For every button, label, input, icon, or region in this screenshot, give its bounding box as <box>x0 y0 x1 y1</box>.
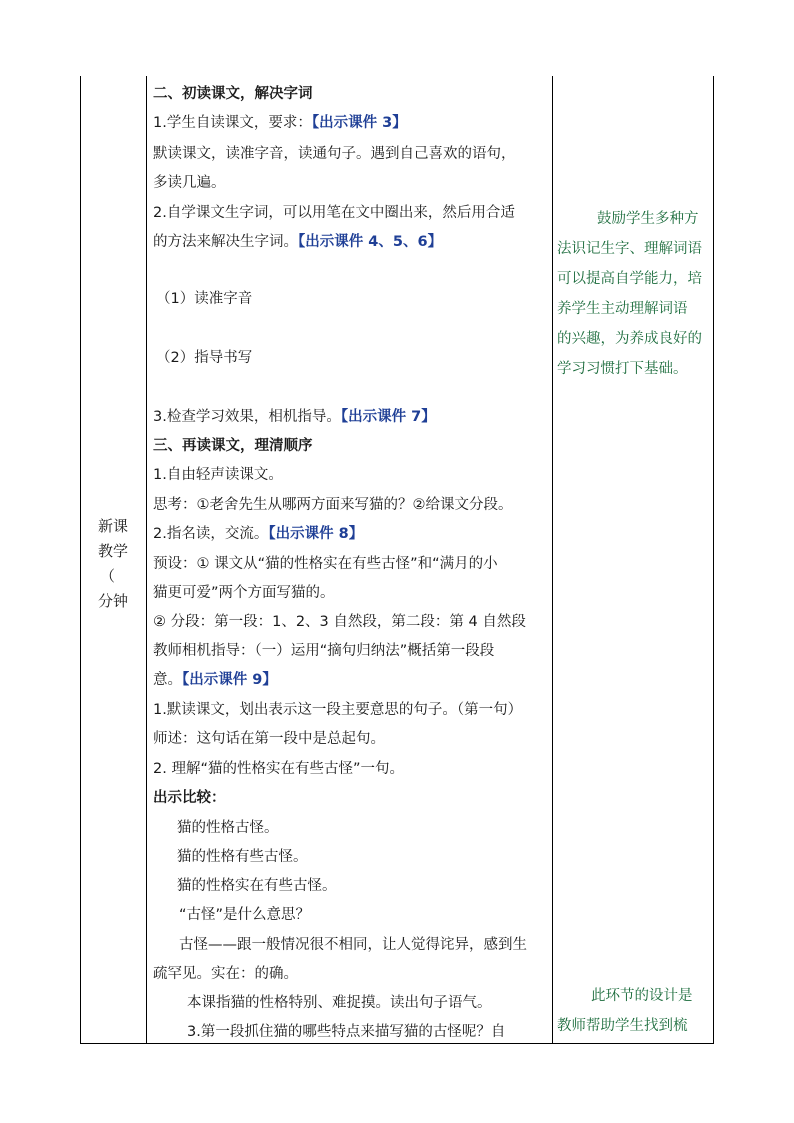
lesson-line: 2. 理解“猫的性格实在有些古怪”一句。 <box>153 761 404 777</box>
lesson-line: 1.自由轻声读课文。 <box>153 467 283 483</box>
lesson-line: 疏罕见。实在：的确。 <box>153 966 298 982</box>
table-border-right <box>713 76 714 1044</box>
lesson-line: 本课指猫的性格特别、难捉摸。读出句子语气。 <box>187 995 492 1011</box>
lesson-line: 默读课文，读准字音，读通句子。遇到自己喜欢的语句， <box>153 146 516 162</box>
lesson-line: 猫的性格有些古怪。 <box>177 849 308 865</box>
lesson-line: 2.自学课文生字词，可以用笔在文中圈出来，然后用合适 <box>153 205 515 221</box>
lesson-line <box>153 230 442 254</box>
note-line: 可以提高自学能力，培 <box>557 271 702 287</box>
table-divider-2 <box>552 76 553 1044</box>
stage-label-line: 分钟 <box>97 592 128 610</box>
stage-label-line: （ <box>100 567 116 585</box>
design-note <box>557 204 711 384</box>
courseware-reference: 【出示课件 3】 <box>311 115 407 131</box>
courseware-reference: 【出示课件 4、5、6】 <box>298 234 443 250</box>
lesson-line: 师述：这句话在第一段中是总起句。 <box>153 731 385 747</box>
note-line: 教师帮助学生找到梳 <box>557 1018 688 1034</box>
lesson-line: 猫的性格实在有些古怪。 <box>177 878 337 894</box>
section-title: 二、初读课文，解决字词 <box>153 86 313 102</box>
courseware-reference: 【出示课件 9】 <box>182 672 277 688</box>
lesson-text: 3.检查学习效果，相机指导。 <box>153 409 341 425</box>
lesson-line <box>153 111 407 135</box>
note-line: 学习习惯打下基础。 <box>557 361 688 377</box>
lesson-line: （1）读准字音 <box>156 291 253 307</box>
stage-label <box>82 514 144 614</box>
lesson-text: 2.指名读，交流。 <box>153 526 269 542</box>
note-line: 法识记生字、理解词语 <box>557 241 702 257</box>
lesson-line <box>153 522 363 546</box>
lesson-line: ② 分段：第一段：1、2、3 自然段，第二段：第 4 自然段 <box>153 614 526 630</box>
lesson-line: 预设：① 课文从“猫的性格实在有些古怪”和“满月的小 <box>153 556 498 572</box>
lesson-line: 3.第一段抓住猫的哪些特点来描写猫的古怪呢？自 <box>187 1024 506 1040</box>
section-title: 三、再读课文，理清顺序 <box>153 438 313 454</box>
courseware-reference: 【出示课件 8】 <box>268 526 364 542</box>
lesson-line: 1.默读课文，划出表示这一段主要意思的句子。（第一句） <box>153 702 523 718</box>
courseware-reference: 【出示课件 7】 <box>340 409 436 425</box>
lesson-line: 教师相机指导：（一）运用“摘句归纳法”概括第一段段 <box>153 643 495 659</box>
section-subtitle: 出示比较： <box>153 790 226 806</box>
stage-label-line: 教学 <box>97 542 128 560</box>
design-note <box>557 981 711 1041</box>
lesson-line: 多读几遍。 <box>153 175 226 191</box>
lesson-line <box>153 668 277 692</box>
lesson-text: 意。 <box>153 672 182 688</box>
lesson-text: 1.学生自读课文，要求： <box>153 115 312 131</box>
lesson-line: 猫更可爱”两个方面写猫的。 <box>153 585 335 601</box>
note-line: 养学生主动理解词语 <box>557 301 688 317</box>
lesson-line <box>153 405 436 429</box>
lesson-line: （2）指导书写 <box>156 350 253 366</box>
lesson-line: “古怪”是什么意思？ <box>179 907 311 923</box>
table-border-left <box>80 76 81 1044</box>
lesson-line: 古怪——跟一般情况很不相同，让人觉得诧异，感到生 <box>179 937 527 953</box>
lesson-line: 思考：①老舍先生从哪两方面来写猫的？②给课文分段。 <box>153 497 513 513</box>
table-divider-1 <box>146 76 147 1044</box>
note-line: 鼓励学生多种方 <box>597 211 699 227</box>
note-line: 此环节的设计是 <box>591 988 693 1004</box>
note-line: 的兴趣，为养成良好的 <box>557 331 702 347</box>
lesson-text: 的方法来解决生字词。 <box>153 234 298 250</box>
lesson-line: 猫的性格古怪。 <box>177 820 279 836</box>
stage-label-line: 新课 <box>97 517 128 535</box>
